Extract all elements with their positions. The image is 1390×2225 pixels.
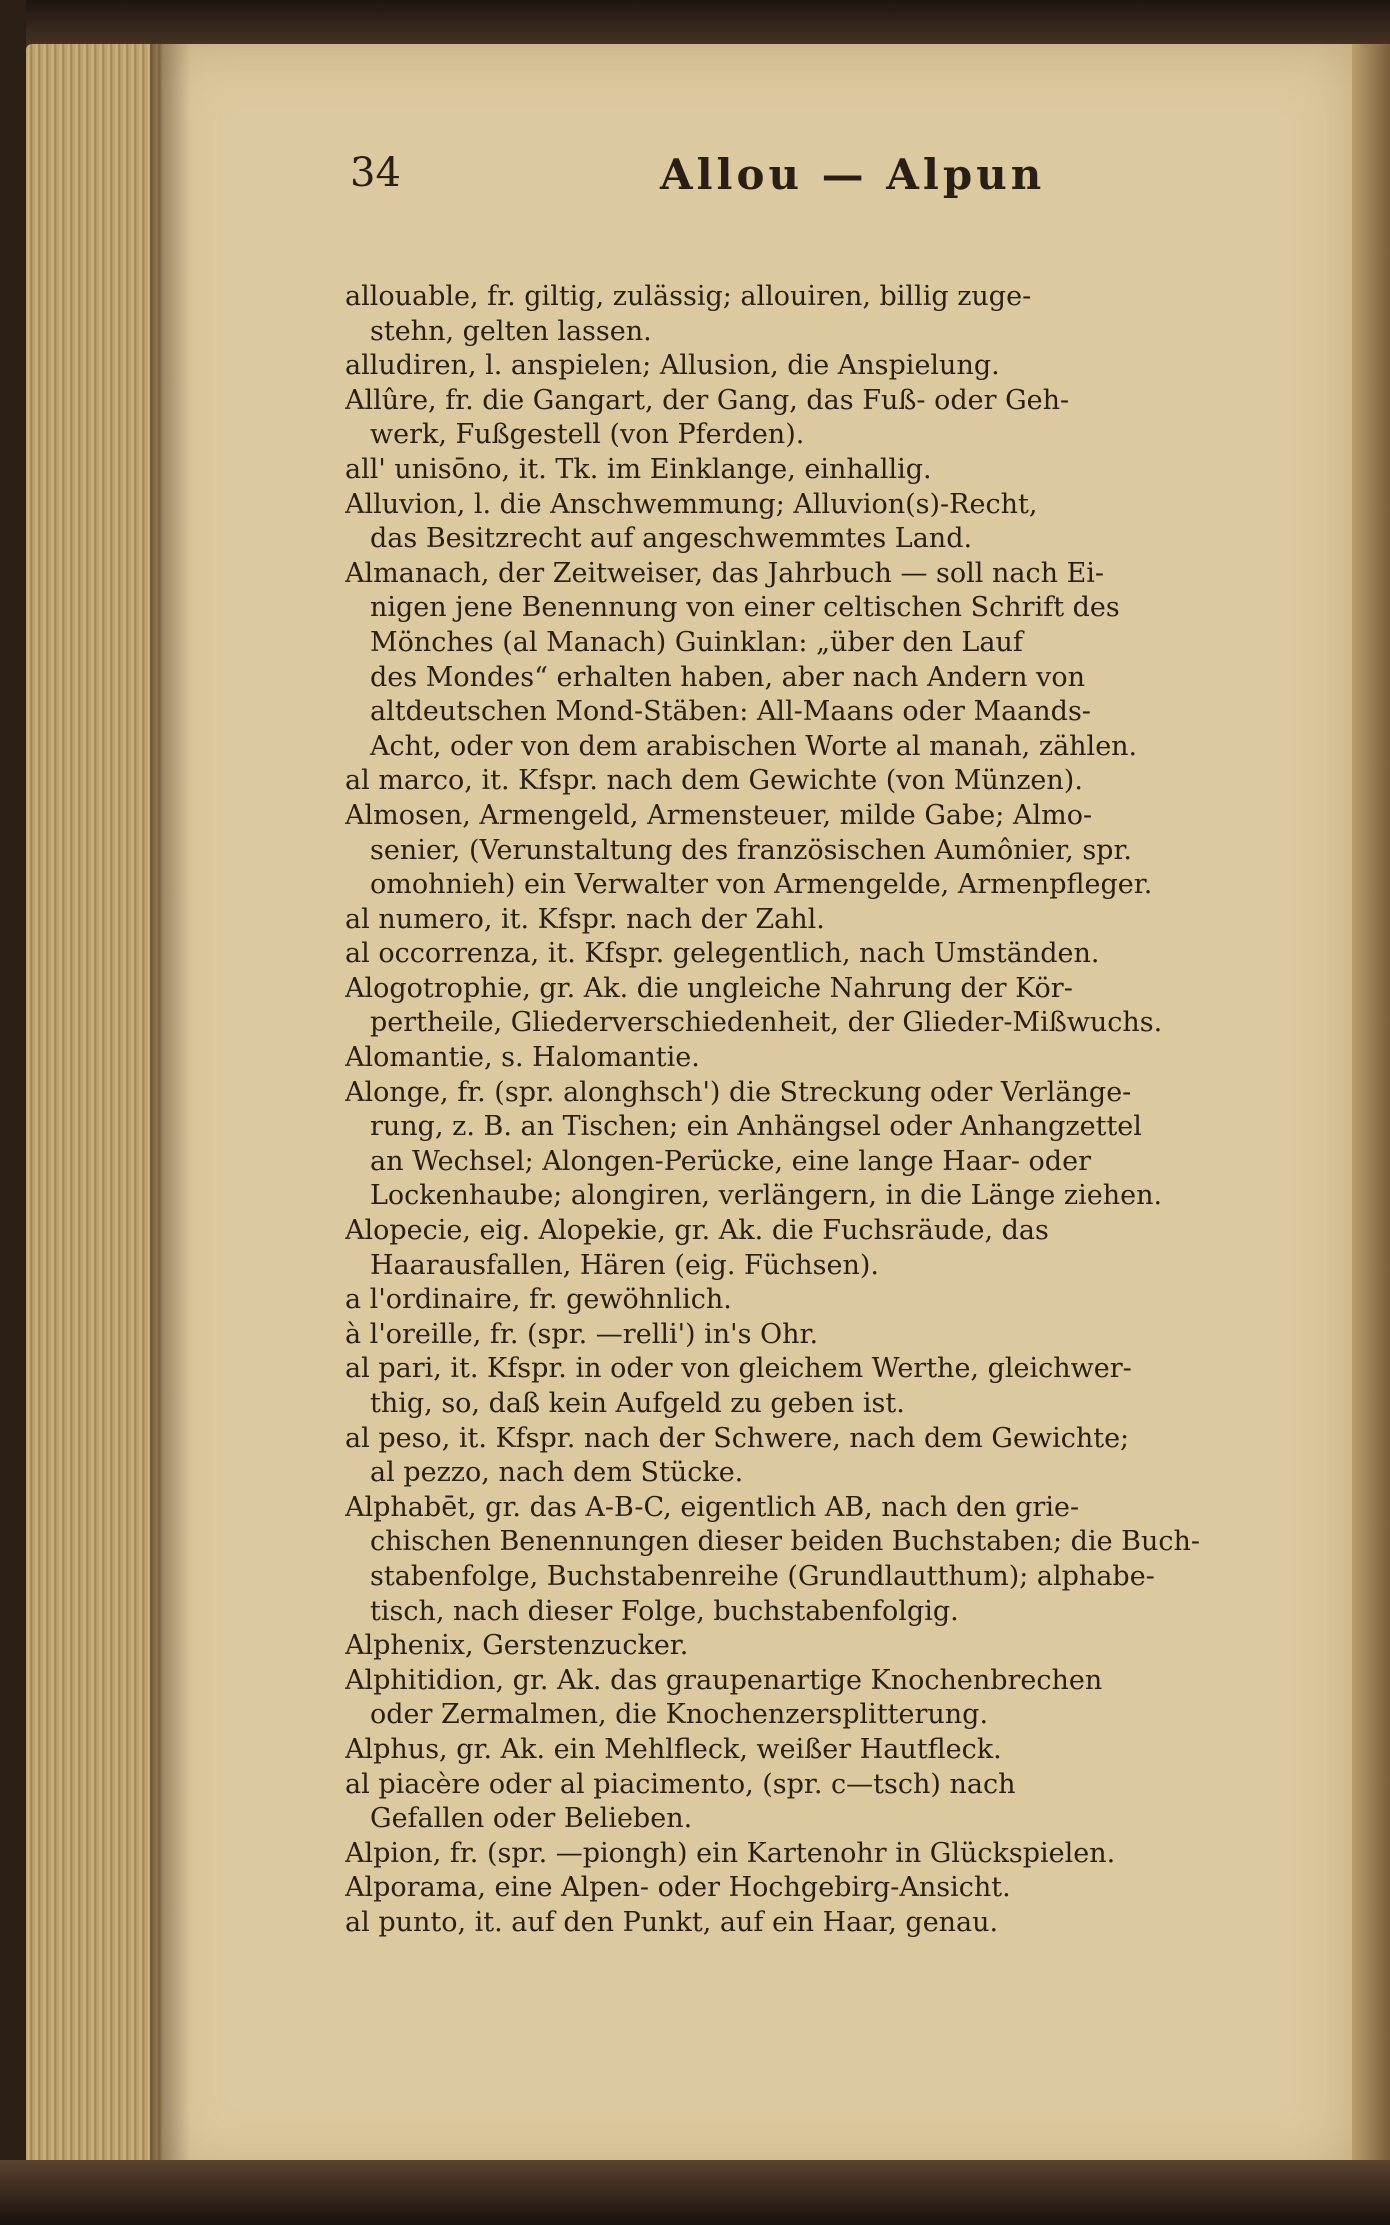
entry-headline: Alpion, fr. (spr. —piongh) ein Kartenohr in Glückspielen. [345, 1837, 1116, 1869]
entry-headline: al pari, it. Kfspr. in oder von gleichem Werthe, gleichwer- [345, 1353, 1132, 1385]
dictionary-entries [345, 280, 1310, 1941]
dictionary-entry [345, 1837, 1310, 1872]
entry-headline: alludiren, l. anspielen; Allusion, die Anspielung. [345, 350, 1000, 382]
dictionary-entry [345, 1906, 1310, 1941]
entry-headline: Allûre, fr. die Gangart, der Gang, das Fuß- oder Geh- [345, 384, 1070, 416]
book-edge-right [1352, 44, 1390, 2174]
dictionary-entry [345, 1491, 1310, 1629]
dictionary-entry [345, 557, 1310, 765]
entry-continuation: senier, (Verunstaltung des französischen Aumônier, spr. [370, 834, 1132, 866]
dictionary-entry [345, 1214, 1310, 1283]
entry-headline: Alonge, fr. (spr. alonghsch') die Streckung oder Verlänge- [345, 1076, 1132, 1108]
entry-headline: Alphitidion, gr. Ak. das graupenartige Knochenbrechen [345, 1664, 1103, 1696]
entry-continuation: Gefallen oder Belieben. [370, 1803, 693, 1835]
book-binding-top [0, 0, 1390, 50]
entry-headline: Alphus, gr. Ak. ein Mehlfleck, weißer Hautfleck. [345, 1733, 1002, 1765]
entry-headline: al occorrenza, it. Kfspr. gelegentlich, nach Umständen. [345, 938, 1100, 970]
entry-headline: Alphenix, Gerstenzucker. [345, 1630, 689, 1662]
page-header [190, 150, 1190, 220]
entry-continuation: stehn, gelten lassen. [370, 315, 652, 347]
entry-continuation: al pezzo, nach dem Stücke. [370, 1457, 744, 1489]
book-binding-bottom [0, 2160, 1390, 2225]
entry-headline: al punto, it. auf den Punkt, auf ein Haar, genau. [345, 1906, 999, 1938]
entry-headline: al marco, it. Kfspr. nach dem Gewichte (von Münzen). [345, 765, 1083, 797]
dictionary-entry [345, 972, 1310, 1041]
entry-continuation: werk, Fußgestell (von Pferden). [370, 419, 805, 451]
entry-continuation: chischen Benennungen dieser beiden Buchstaben; die Buch- [370, 1526, 1201, 1558]
dictionary-entry [345, 1318, 1310, 1353]
entry-continuation: an Wechsel; Alongen-Perücke, eine lange Haar- oder [370, 1145, 1091, 1177]
entry-continuation: tisch, nach dieser Folge, buchstabenfolgig. [370, 1595, 959, 1627]
entry-continuation: thig, so, daß kein Aufgeld zu geben ist. [370, 1388, 905, 1419]
entry-headline: Alluvion, l. die Anschwemmung; Alluvion(s)-Recht, [345, 488, 1038, 520]
entry-continuation: Acht, oder von dem arabischen Worte al manah, zählen. [370, 730, 1138, 762]
entry-continuation: rung, z. B. an Tischen; ein Anhängsel oder Anhangzettel [370, 1111, 1142, 1143]
entry-headline: a l'ordinaire, fr. gewöhnlich. [345, 1284, 732, 1316]
dictionary-entry [345, 1871, 1310, 1906]
book-binding-left [0, 0, 26, 2225]
entry-headline: all' unisōno, it. Tk. im Einklange, einhallig. [345, 453, 932, 485]
entry-continuation: das Besitzrecht auf angeschwemmtes Land. [370, 523, 973, 555]
entry-headline: al numero, it. Kfspr. nach der Zahl. [345, 903, 825, 935]
dictionary-entry [345, 1629, 1310, 1664]
dictionary-entry [345, 1041, 1310, 1076]
entry-continuation: Haarausfallen, Hären (eig. Füchsen). [370, 1249, 879, 1281]
dictionary-entry [345, 764, 1310, 799]
dictionary-entry [345, 1076, 1310, 1214]
entry-continuation: pertheile, Gliederverschiedenheit, der Glieder-Mißwuchs. [370, 1007, 1163, 1039]
entry-continuation: stabenfolge, Buchstabenreihe (Grundlautthum); alphabe- [370, 1560, 1155, 1592]
entry-continuation: des Mondes“ erhalten haben, aber nach Andern von [370, 661, 1085, 693]
entry-continuation: Lockenhaube; alongiren, verlängern, in die Länge ziehen. [370, 1180, 1163, 1212]
page-edges [26, 44, 168, 2174]
dictionary-entry [345, 384, 1310, 453]
entry-headline: Almosen, Armengeld, Armensteuer, milde Gabe; Almo- [345, 799, 1093, 831]
dictionary-entry [345, 488, 1310, 557]
dictionary-entry [345, 453, 1310, 488]
entry-headline: Alogotrophie, gr. Ak. die ungleiche Nahrung der Kör- [345, 972, 1073, 1004]
entry-continuation: oder Zermalmen, die Knochenzersplitterung. [370, 1699, 989, 1731]
entry-headline: Almanach, der Zeitweiser, das Jahrbuch — soll nach Ei- [345, 557, 1105, 589]
entry-continuation: altdeutschen Mond-Stäben: All-Maans oder Maands- [370, 696, 1091, 728]
dictionary-entry [345, 937, 1310, 972]
page-number: 34 [350, 150, 401, 196]
dictionary-entry [345, 349, 1310, 384]
entry-continuation: omohnieh) ein Verwalter von Armengelde, Armenpfleger. [370, 869, 1153, 901]
entry-headline: Alopecie, eig. Alopekie, gr. Ak. die Fuchsräude, das [345, 1215, 1049, 1247]
entry-headline: al peso, it. Kfspr. nach der Schwere, nach dem Gewichte; [345, 1422, 1130, 1454]
entry-headline: Alphabēt, gr. das A-B-C, eigentlich AB, nach den grie- [345, 1491, 1080, 1523]
dictionary-entry [345, 1283, 1310, 1318]
dictionary-entry [345, 1768, 1310, 1837]
dictionary-entry [345, 1422, 1310, 1491]
dictionary-entry [345, 903, 1310, 938]
dictionary-entry [345, 280, 1310, 349]
gutter-shadow [150, 44, 190, 2174]
entry-continuation: nigen jene Benennung von einer celtischen Schrift des [370, 592, 1120, 624]
entry-headline: Alporama, eine Alpen- oder Hochgebirg-Ansicht. [345, 1872, 1011, 1904]
running-title: Allou — Alpun [660, 150, 1046, 199]
entry-headline: al piacère oder al piacimento, (spr. c—tsch) nach [345, 1768, 1016, 1800]
dictionary-entry [345, 1664, 1310, 1733]
dictionary-entry [345, 1352, 1310, 1421]
entry-continuation: Mönches (al Manach) Guinklan: „über den Lauf [370, 626, 1023, 658]
dictionary-entry [345, 1733, 1310, 1768]
entry-headline: Alomantie, s. Halomantie. [345, 1042, 700, 1074]
dictionary-entry [345, 799, 1310, 903]
entry-headline: allouable, fr. giltig, zulässig; allouiren, billig zuge- [345, 281, 1032, 312]
entry-headline: à l'oreille, fr. (spr. —relli') in's Ohr. [345, 1318, 819, 1350]
